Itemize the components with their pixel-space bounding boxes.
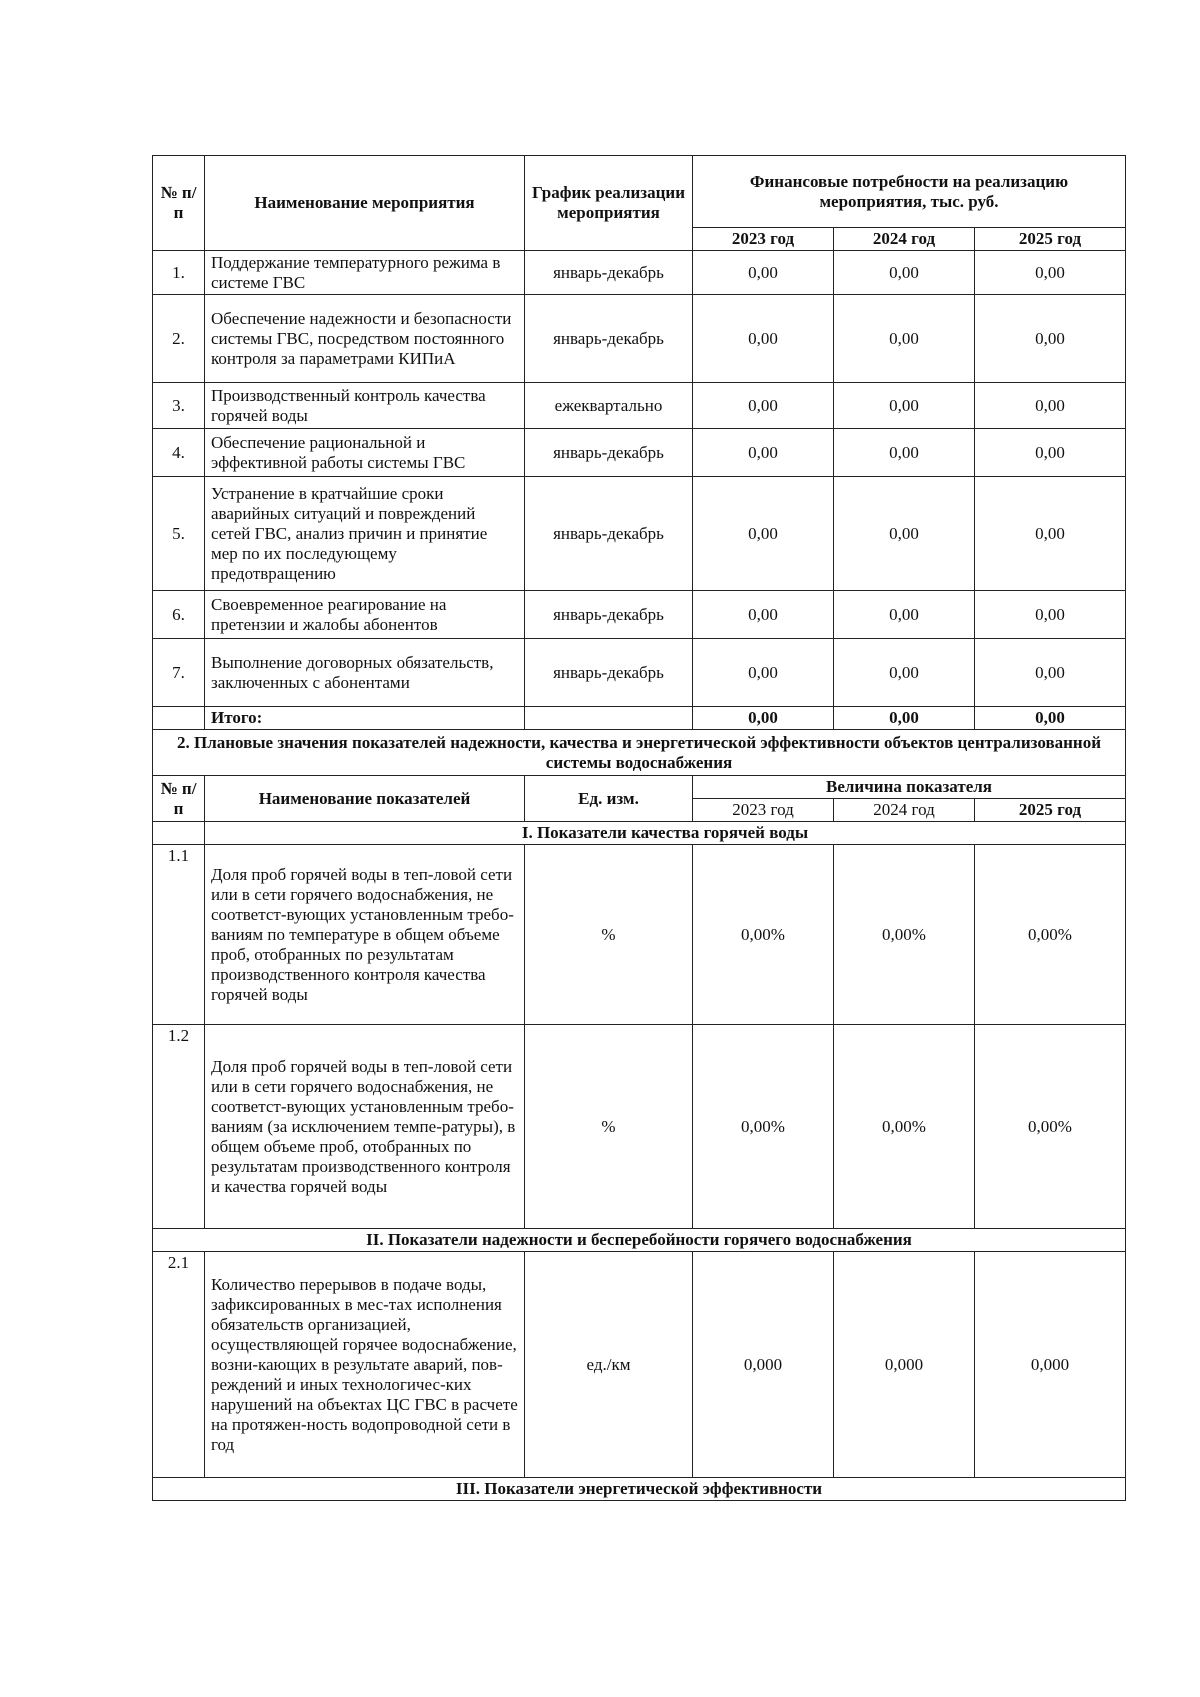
row-value-2024: 0,00 bbox=[834, 591, 975, 639]
row-value-2024: 0,00 bbox=[834, 429, 975, 477]
indicator-name: Доля проб горячей воды в теп-ловой сети или в сети горячего водоснабжения, не соответст-вующих установленным требо-ваниям (за исключением темпе-ратуры), в общем объеме проб, отобранных по результатам производственного контроля и качества горячей воды bbox=[205, 1025, 525, 1229]
total-row bbox=[153, 707, 1126, 730]
header-name: Наименование мероприятия bbox=[205, 156, 525, 251]
row-value-2023: 0,00 bbox=[693, 251, 834, 295]
group-1-title: I. Показатели качества горячей воды bbox=[205, 822, 1126, 845]
indicator-value-2023: 0,000 bbox=[693, 1252, 834, 1478]
total-schedule-empty bbox=[525, 707, 693, 730]
total-value-2023: 0,00 bbox=[693, 707, 834, 730]
total-label: Итого: bbox=[205, 707, 525, 730]
row-name: Обеспечение надежности и безопасности системы ГВС, посредством постоянного контроля за параметрами КИПиА bbox=[205, 295, 525, 383]
row-name: Обеспечение рациональной и эффективной работы системы ГВС bbox=[205, 429, 525, 477]
row-value-2024: 0,00 bbox=[834, 251, 975, 295]
indicator-name: Количество перерывов в подаче воды, зафиксированных в мес-тах исполнения обязательств организацией, осуществляющей горячее водоснабжение, возни-кающих в результате аварий, пов-реждений и иных технологичес-ких нарушений на объектах ЦС ГВС в расчете на протяжен-ность водопроводной сети в год bbox=[205, 1252, 525, 1478]
row-value-2025: 0,00 bbox=[975, 429, 1126, 477]
row-value-2025: 0,00 bbox=[975, 639, 1126, 707]
table-row bbox=[153, 429, 1126, 477]
indicator-value-2025: 0,00% bbox=[975, 1025, 1126, 1229]
row-num: 7. bbox=[153, 639, 205, 707]
header-year-2023: 2023 год bbox=[693, 228, 834, 251]
indicator-header-year-2023: 2023 год bbox=[693, 799, 834, 822]
row-value-2023: 0,00 bbox=[693, 477, 834, 591]
row-name: Поддержание температурного режима в системе ГВС bbox=[205, 251, 525, 295]
row-value-2025: 0,00 bbox=[975, 591, 1126, 639]
row-num: 6. bbox=[153, 591, 205, 639]
indicator-name: Доля проб горячей воды в теп-ловой сети или в сети горячего водоснабжения, не соответст-вующих установленным требо-ваниям по температуре в общем объеме проб, отобранных по результатам производственного контроля качества горячей воды bbox=[205, 845, 525, 1025]
row-schedule: январь-декабрь bbox=[525, 591, 693, 639]
indicator-header-name: Наименование показателей bbox=[205, 776, 525, 822]
row-schedule: январь-декабрь bbox=[525, 477, 693, 591]
document-table bbox=[152, 155, 1126, 1501]
row-schedule: январь-декабрь bbox=[525, 295, 693, 383]
indicator-num: 2.1 bbox=[153, 1252, 205, 1478]
total-value-2025: 0,00 bbox=[975, 707, 1126, 730]
row-num: 3. bbox=[153, 383, 205, 429]
indicator-value-2024: 0,00% bbox=[834, 845, 975, 1025]
row-value-2025: 0,00 bbox=[975, 251, 1126, 295]
indicator-value-2025: 0,00% bbox=[975, 845, 1126, 1025]
group-2-title: II. Показатели надежности и бесперебойности горячего водоснабжения bbox=[153, 1229, 1126, 1252]
row-value-2023: 0,00 bbox=[693, 639, 834, 707]
indicator-unit: ед./км bbox=[525, 1252, 693, 1478]
indicator-value-2024: 0,000 bbox=[834, 1252, 975, 1478]
row-schedule: январь-декабрь bbox=[525, 639, 693, 707]
indicator-unit: % bbox=[525, 845, 693, 1025]
indicator-header-unit: Ед. изм. bbox=[525, 776, 693, 822]
row-name: Устранение в кратчайшие сроки аварийных ситуаций и повреждений сетей ГВС, анализ причин и принятие мер по их последующему предотвращению bbox=[205, 477, 525, 591]
table-row bbox=[153, 591, 1126, 639]
total-num-empty bbox=[153, 707, 205, 730]
row-num: 2. bbox=[153, 295, 205, 383]
row-name: Выполнение договорных обязательств, заключенных с абонентами bbox=[205, 639, 525, 707]
total-value-2024: 0,00 bbox=[834, 707, 975, 730]
indicator-header-year-2024: 2024 год bbox=[834, 799, 975, 822]
group-3-title: III. Показатели энергетической эффективности bbox=[153, 1478, 1126, 1501]
indicator-value-2023: 0,00% bbox=[693, 845, 834, 1025]
row-value-2025: 0,00 bbox=[975, 295, 1126, 383]
indicator-header-value: Величина показателя bbox=[693, 776, 1126, 799]
indicator-header-year-2025: 2025 год bbox=[975, 799, 1126, 822]
row-name: Производственный контроль качества горячей воды bbox=[205, 383, 525, 429]
table-row bbox=[153, 639, 1126, 707]
row-value-2024: 0,00 bbox=[834, 295, 975, 383]
row-name: Своевременное реагирование на претензии и жалобы абонентов bbox=[205, 591, 525, 639]
row-value-2024: 0,00 bbox=[834, 383, 975, 429]
row-schedule: ежеквартально bbox=[525, 383, 693, 429]
row-value-2023: 0,00 bbox=[693, 383, 834, 429]
indicator-value-2025: 0,000 bbox=[975, 1252, 1126, 1478]
table-row bbox=[153, 477, 1126, 591]
row-schedule: январь-декабрь bbox=[525, 429, 693, 477]
row-value-2023: 0,00 bbox=[693, 295, 834, 383]
indicator-value-2023: 0,00% bbox=[693, 1025, 834, 1229]
header-num: № п/п bbox=[153, 156, 205, 251]
row-schedule: январь-декабрь bbox=[525, 251, 693, 295]
section-2-title: 2. Плановые значения показателей надежности, качества и энергетической эффективности объектов централизованной системы водоснабжения bbox=[153, 730, 1126, 776]
indicator-unit: % bbox=[525, 1025, 693, 1229]
table-row bbox=[153, 383, 1126, 429]
table-row bbox=[153, 845, 1126, 1025]
table-row bbox=[153, 251, 1126, 295]
row-num: 4. bbox=[153, 429, 205, 477]
indicator-value-2024: 0,00% bbox=[834, 1025, 975, 1229]
row-value-2024: 0,00 bbox=[834, 639, 975, 707]
row-num: 5. bbox=[153, 477, 205, 591]
indicator-num: 1.2 bbox=[153, 1025, 205, 1229]
row-num: 1. bbox=[153, 251, 205, 295]
group-1-empty bbox=[153, 822, 205, 845]
header-year-2025: 2025 год bbox=[975, 228, 1126, 251]
header-schedule: График реализации мероприятия bbox=[525, 156, 693, 251]
row-value-2023: 0,00 bbox=[693, 429, 834, 477]
indicator-num: 1.1 bbox=[153, 845, 205, 1025]
indicator-header-num: № п/п bbox=[153, 776, 205, 822]
row-value-2023: 0,00 bbox=[693, 591, 834, 639]
row-value-2025: 0,00 bbox=[975, 383, 1126, 429]
table-row bbox=[153, 1252, 1126, 1478]
header-year-2024: 2024 год bbox=[834, 228, 975, 251]
table-row bbox=[153, 1025, 1126, 1229]
header-finance: Финансовые потребности на реализацию мероприятия, тыс. руб. bbox=[693, 156, 1126, 228]
table-row bbox=[153, 295, 1126, 383]
row-value-2025: 0,00 bbox=[975, 477, 1126, 591]
row-value-2024: 0,00 bbox=[834, 477, 975, 591]
